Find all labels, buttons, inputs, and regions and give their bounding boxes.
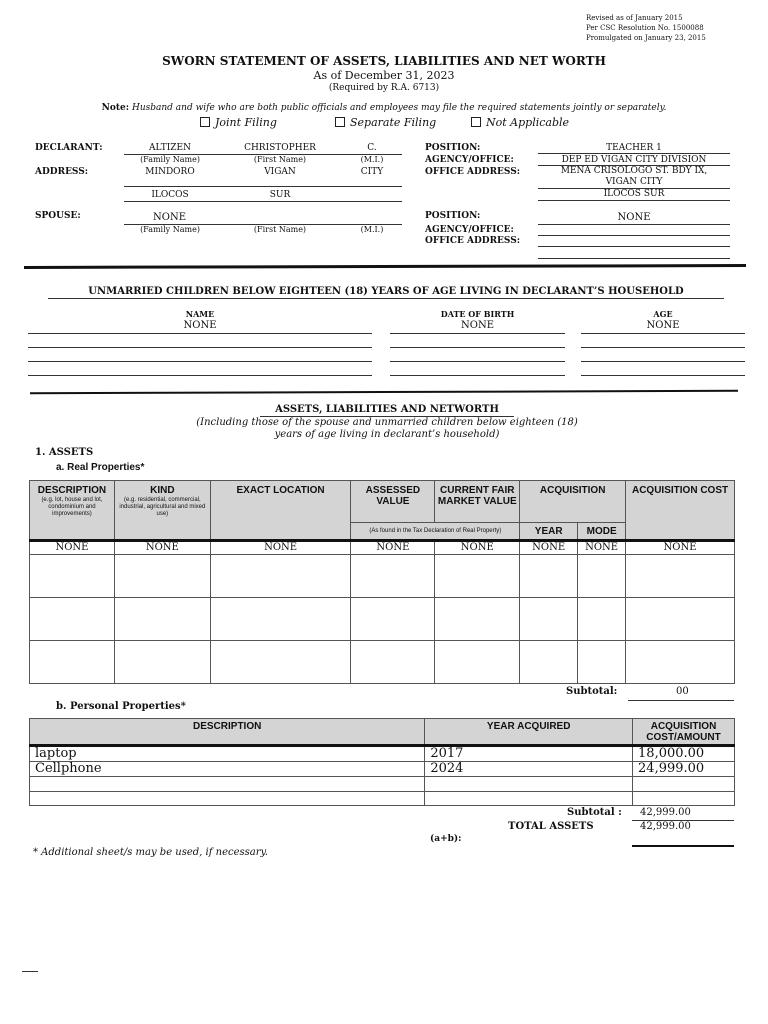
table-row (30, 641, 735, 684)
total-assets-line (632, 845, 734, 847)
filing-note (0, 103, 768, 113)
real-cell: NONE (520, 541, 578, 555)
real-cell: NONE (210, 541, 351, 555)
separate-filing-label: Separate Filing (350, 116, 437, 129)
total-assets-label: TOTAL ASSETS (508, 821, 594, 832)
position-line (538, 153, 730, 154)
spouse-agency-line (538, 235, 730, 236)
alnw-subtitle-1: (Including those of the spouse and unmarried children below eighteen (18) (196, 417, 578, 428)
spouse-name: NONE (153, 212, 186, 223)
real-col-description-sub: (e.g. lot, house and lot, condominium and improvements) (41, 497, 103, 517)
child-name: NONE (183, 320, 217, 331)
real-cell: NONE (351, 541, 435, 555)
children-line (390, 361, 565, 362)
declarant-mi-caption: (M.I.) (360, 155, 384, 164)
real-col-tax-note: (As found in the Tax Declaration of Real Property) (351, 523, 520, 541)
real-col-kind-label: KIND (150, 485, 175, 496)
section-divider-2 (30, 390, 738, 394)
spouse-label: SPOUSE: (35, 211, 81, 221)
personal-year: 2017 (425, 746, 633, 762)
children-line (581, 375, 745, 376)
real-cell: NONE (30, 541, 115, 555)
real-properties-heading: a. Real Properties* (56, 462, 145, 473)
address-part-5: SUR (269, 190, 291, 200)
personal-cost: 24,999.00 (633, 762, 735, 777)
required-by: (Required by R.A. 6713) (328, 83, 440, 93)
real-subtotal-label: Subtotal: (566, 686, 618, 697)
office-line-2 (538, 200, 730, 201)
address-label: ADDRESS: (35, 167, 89, 177)
real-col-description (30, 481, 115, 541)
joint-filing-option[interactable] (200, 116, 277, 129)
office-address-3: ILOCOS SUR (603, 189, 665, 199)
page-title: SWORN STATEMENT OF ASSETS, LIABILITIES AND NET WORTH (162, 54, 606, 68)
table-row (30, 598, 735, 641)
children-col-age: AGE (653, 309, 673, 319)
spouse-position-line (538, 224, 730, 225)
spouse-office-line-1 (538, 246, 730, 247)
not-applicable-checkbox[interactable] (471, 117, 481, 127)
note-text: Husband and wife who are both public officials and employees may file the required statements jointly or separately. (131, 103, 667, 113)
children-line (390, 375, 565, 376)
personal-subtotal-label: Subtotal : (567, 807, 622, 818)
real-col-year: YEAR (520, 523, 578, 541)
address-line-1 (124, 186, 402, 187)
real-col-cost: ACQUISITION COST (626, 481, 735, 541)
personal-col-year: YEAR ACQUIRED (425, 719, 633, 746)
note-label: Note: (101, 103, 130, 113)
real-col-kind (114, 481, 210, 541)
office-address-2: VIGAN CITY (605, 177, 663, 187)
children-col-dob: DATE OF BIRTH (440, 309, 515, 319)
separate-filing-checkbox[interactable] (335, 117, 345, 127)
children-heading-underline (48, 298, 724, 299)
table-row (30, 762, 735, 777)
spouse-mi-caption: (M.I.) (360, 225, 384, 234)
declarant-label: DECLARANT: (35, 143, 103, 153)
joint-filing-checkbox[interactable] (200, 117, 210, 127)
children-line (581, 333, 745, 334)
real-col-kind-sub: (e.g. residential, commercial, industrial, agricultural and mixed use) (119, 497, 206, 517)
page-mark (22, 971, 38, 972)
declarant-family-caption: (Family Name) (140, 155, 200, 164)
revision-note (586, 13, 706, 43)
total-assets-value: 42,999.00 (640, 821, 691, 832)
address-part-3: CITY (360, 167, 384, 177)
children-line (390, 347, 565, 348)
office-address-1: MENA CRISOLOGO ST. BDY IX, (560, 166, 708, 176)
agency-label: AGENCY/OFFICE: (425, 155, 514, 165)
real-col-acquisition: ACQUISITION (520, 481, 626, 523)
personal-description: Cellphone (30, 762, 425, 777)
revision-line-1: Revised as of January 2015 (586, 14, 683, 22)
real-subtotal-value: 00 (676, 686, 689, 697)
table-row (30, 792, 735, 806)
alnw-subtitle-2: years of age living in declarant’s household) (274, 429, 500, 440)
table-row (30, 777, 735, 792)
not-applicable-option[interactable] (471, 116, 569, 129)
real-subtotal-line (628, 700, 734, 701)
spouse-first-caption: (First Name) (253, 225, 307, 234)
declarant-family-name: ALTIZEN (149, 143, 191, 153)
real-cell: NONE (578, 541, 626, 555)
joint-filing-label: Joint Filing (215, 116, 277, 129)
declarant-agency: DEP ED VIGAN CITY DIVISION (561, 155, 707, 165)
children-line (390, 333, 565, 334)
total-assets-ab: (a+b): (430, 834, 462, 844)
personal-year: 2024 (425, 762, 633, 777)
revision-line-2: Per CSC Resolution No. 1500088 (586, 24, 704, 32)
declarant-mi: C. (367, 143, 377, 153)
real-col-location: EXACT LOCATION (210, 481, 351, 541)
real-col-description-label: DESCRIPTION (37, 485, 107, 496)
address-line-2 (124, 201, 402, 202)
children-line (581, 361, 745, 362)
spouse-office-label: OFFICE ADDRESS: (425, 236, 521, 246)
table-row (30, 541, 735, 555)
separate-filing-option[interactable] (335, 116, 436, 129)
position-label: POSITION: (425, 143, 481, 153)
address-part-4: ILOCOS (151, 190, 189, 200)
revision-line-3: Promulgated on January 23, 2015 (586, 34, 706, 42)
spouse-agency-label: AGENCY/OFFICE: (425, 225, 514, 235)
as-of-date: As of December 31, 2023 (313, 69, 455, 82)
personal-description: laptop (30, 746, 425, 762)
spouse-position-label: POSITION: (425, 211, 481, 221)
declarant-first-name: CHRISTOPHER (244, 143, 316, 153)
declarant-position: TEACHER 1 (606, 143, 662, 153)
table-row (30, 555, 735, 598)
spouse-office-line-2 (538, 258, 730, 259)
children-line (28, 333, 372, 334)
footnote: * Additional sheet/s may be used, if necessary. (33, 847, 269, 858)
real-properties-table (29, 480, 735, 684)
personal-col-cost: ACQUISITION COST/AMOUNT (633, 719, 735, 746)
table-row (30, 746, 735, 762)
personal-properties-heading: b. Personal Properties* (56, 701, 186, 712)
real-col-market: CURRENT FAIR MARKET VALUE (435, 481, 520, 523)
spouse-family-caption: (Family Name) (140, 225, 200, 234)
office-address-label: OFFICE ADDRESS: (425, 167, 521, 177)
real-cell: NONE (626, 541, 735, 555)
real-cell: NONE (435, 541, 520, 555)
personal-cost: 18,000.00 (633, 746, 735, 762)
child-dob: NONE (461, 320, 494, 331)
alnw-heading: ASSETS, LIABILITIES AND NETWORTH (275, 404, 499, 415)
child-age: NONE (646, 320, 680, 331)
children-line (28, 375, 372, 376)
real-col-assessed: ASSESSED VALUE (351, 481, 435, 523)
not-applicable-label: Not Applicable (486, 116, 570, 129)
declarant-first-caption: (First Name) (253, 155, 307, 164)
children-col-name: NAME (185, 309, 215, 319)
personal-subtotal-value: 42,999.00 (640, 807, 691, 818)
address-part-1: MINDORO (145, 167, 195, 177)
personal-properties-table (29, 718, 735, 806)
children-line (581, 347, 745, 348)
address-part-2: VIGAN (264, 167, 296, 177)
spouse-position: NONE (617, 212, 651, 223)
children-heading: UNMARRIED CHILDREN BELOW EIGHTEEN (18) YEARS OF AGE LIVING IN DECLARANT’S HOUSEHOLD (88, 286, 684, 297)
assets-heading: 1. ASSETS (35, 447, 94, 458)
children-line (28, 361, 372, 362)
real-cell: NONE (114, 541, 210, 555)
section-divider-1 (24, 264, 746, 269)
children-line (28, 347, 372, 348)
real-col-mode: MODE (578, 523, 626, 541)
personal-col-description: DESCRIPTION (30, 719, 425, 746)
